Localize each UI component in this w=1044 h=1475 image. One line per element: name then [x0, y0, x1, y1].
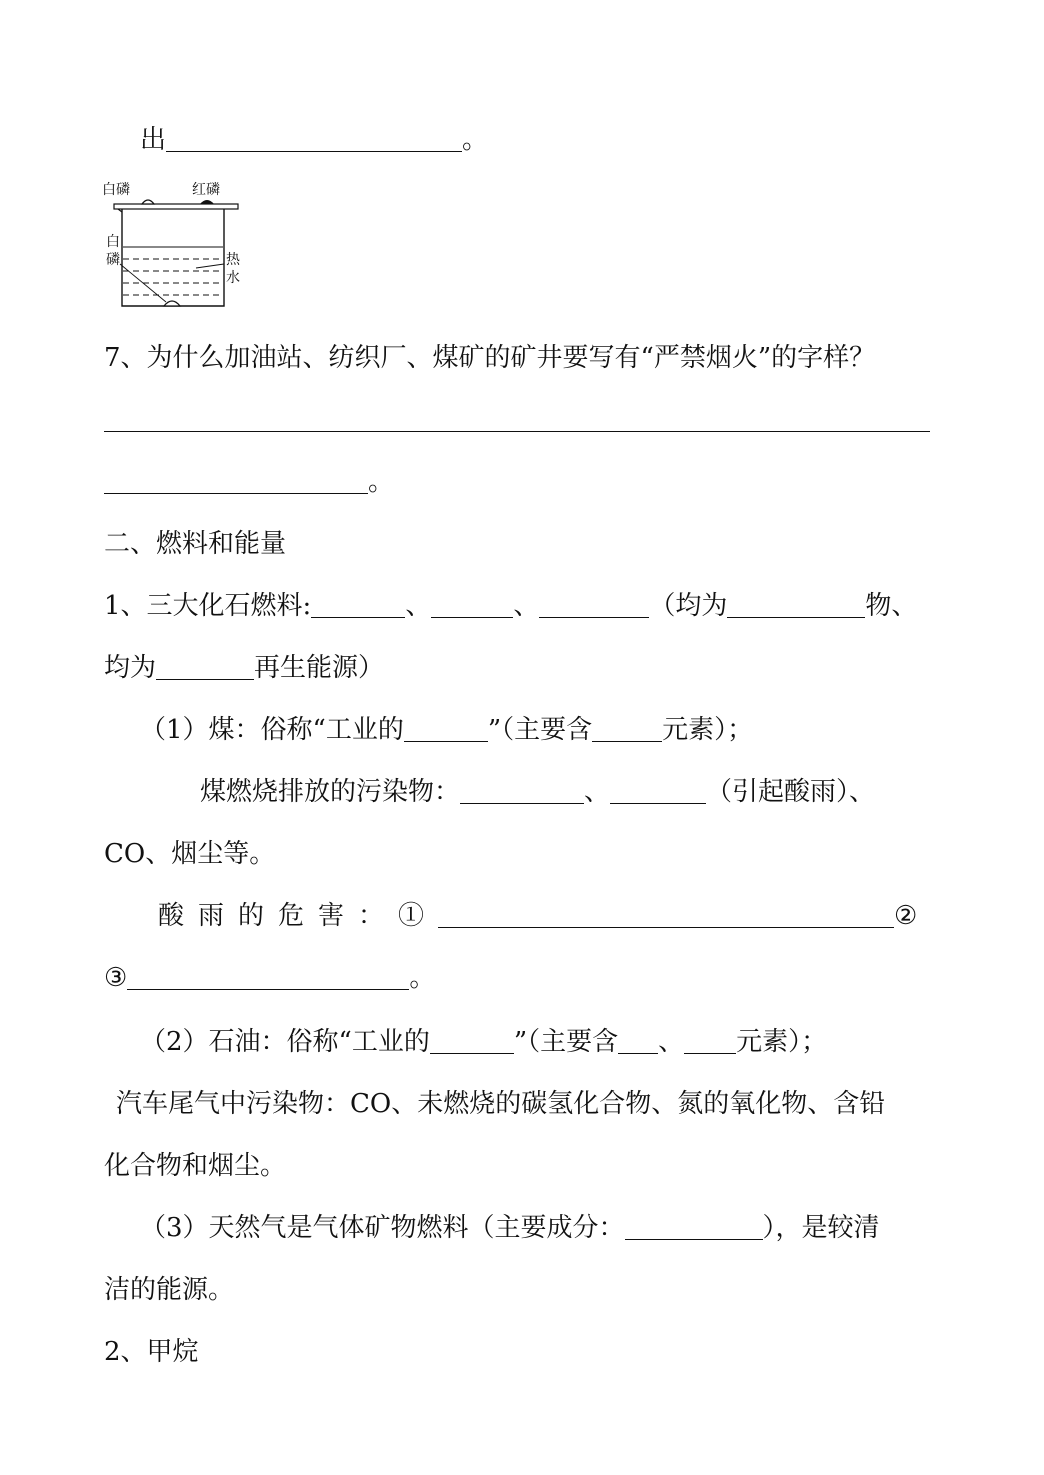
text: 、 — [658, 1027, 685, 1057]
gas-line-2: 洁的能源。 — [104, 1275, 235, 1305]
text: 酸雨的危害：① — [158, 901, 439, 931]
text: ③ — [104, 963, 128, 993]
text: 1、三大化石燃料: — [104, 591, 312, 621]
label-white-side-2: 磷 — [106, 252, 120, 268]
acid-rain-line — [158, 900, 917, 932]
gas-line — [140, 1212, 880, 1244]
label-white-phosphorus-top: 白磷 — [102, 182, 130, 198]
text: 、 — [405, 591, 432, 621]
coal-line — [140, 714, 753, 746]
text: 、 — [584, 777, 611, 807]
text: （均为 — [649, 591, 728, 621]
answer-blank[interactable] — [166, 125, 462, 152]
text: （引起酸雨）、 — [706, 777, 876, 807]
label-white-side-1: 白 — [106, 234, 120, 250]
text: 均为 — [104, 653, 157, 683]
text: 物、 — [865, 591, 918, 621]
acid-rain-line-2 — [104, 962, 435, 994]
answer-blank[interactable] — [311, 591, 405, 618]
text: 煤燃烧排放的污染物： — [200, 777, 461, 807]
text: ”（主要含 — [513, 1027, 619, 1057]
section-title: 二、燃料和能量 — [104, 529, 287, 559]
text: 元素）； — [662, 715, 754, 745]
q6-prefix: 出 — [140, 125, 167, 155]
item2-title: 2、甲烷 — [104, 1337, 199, 1367]
answer-blank[interactable] — [625, 1213, 763, 1240]
answer-blank[interactable] — [592, 715, 662, 742]
text: 、 — [513, 591, 540, 621]
coal-pollutants-line — [200, 776, 875, 808]
answer-blank[interactable] — [460, 777, 584, 804]
text: （1）煤：俗称“工业的 — [140, 715, 404, 745]
answer-blank[interactable] — [430, 1027, 514, 1054]
answer-blank[interactable] — [104, 405, 930, 432]
text: （2）石油：俗称“工业的 — [140, 1027, 430, 1057]
q7-answer-line-2 — [104, 466, 394, 498]
phosphorus-experiment-figure — [96, 172, 256, 316]
answer-blank[interactable] — [539, 591, 649, 618]
period: 。 — [368, 467, 395, 497]
label-red-phosphorus-top: 红磷 — [192, 182, 220, 198]
answer-blank[interactable] — [156, 653, 254, 680]
label-hot-water-2: 水 — [226, 270, 240, 286]
text: 再生能源） — [254, 653, 385, 683]
text: 元素）； — [736, 1027, 828, 1057]
answer-blank[interactable] — [438, 901, 894, 928]
oil-exhaust-line-1: 汽车尾气中污染物：CO、未燃烧的碳氢化合物、氮的氧化物、含铅 — [116, 1089, 886, 1119]
text: （3）天然气是气体矿物燃料（主要成分： — [140, 1213, 625, 1243]
answer-blank[interactable] — [610, 777, 706, 804]
item1-line1 — [104, 590, 917, 622]
coal-pollutants-cont: CO、烟尘等。 — [104, 839, 276, 869]
answer-blank[interactable] — [618, 1027, 658, 1054]
q7-question: 7、为什么加油站、纺织厂、煤矿的矿井要写有“严禁烟火”的字样？ — [104, 343, 876, 373]
answer-blank[interactable] — [727, 591, 865, 618]
answer-blank[interactable] — [127, 963, 409, 990]
oil-exhaust-line-2: 化合物和烟尘。 — [104, 1151, 287, 1181]
q6-answer-line — [140, 124, 488, 156]
text: ”（主要含 — [487, 715, 593, 745]
item1-line2 — [104, 652, 384, 684]
answer-blank[interactable] — [404, 715, 488, 742]
period: 。 — [409, 963, 436, 993]
answer-blank[interactable] — [104, 467, 368, 494]
label-hot-water-1: 热 — [226, 252, 240, 268]
oil-line — [140, 1026, 827, 1058]
period: 。 — [462, 125, 489, 155]
answer-blank[interactable] — [431, 591, 513, 618]
text: ），是较清 — [762, 1213, 880, 1243]
answer-blank[interactable] — [684, 1027, 736, 1054]
q7-answer-line-1 — [104, 404, 930, 436]
text: ② — [894, 901, 918, 931]
